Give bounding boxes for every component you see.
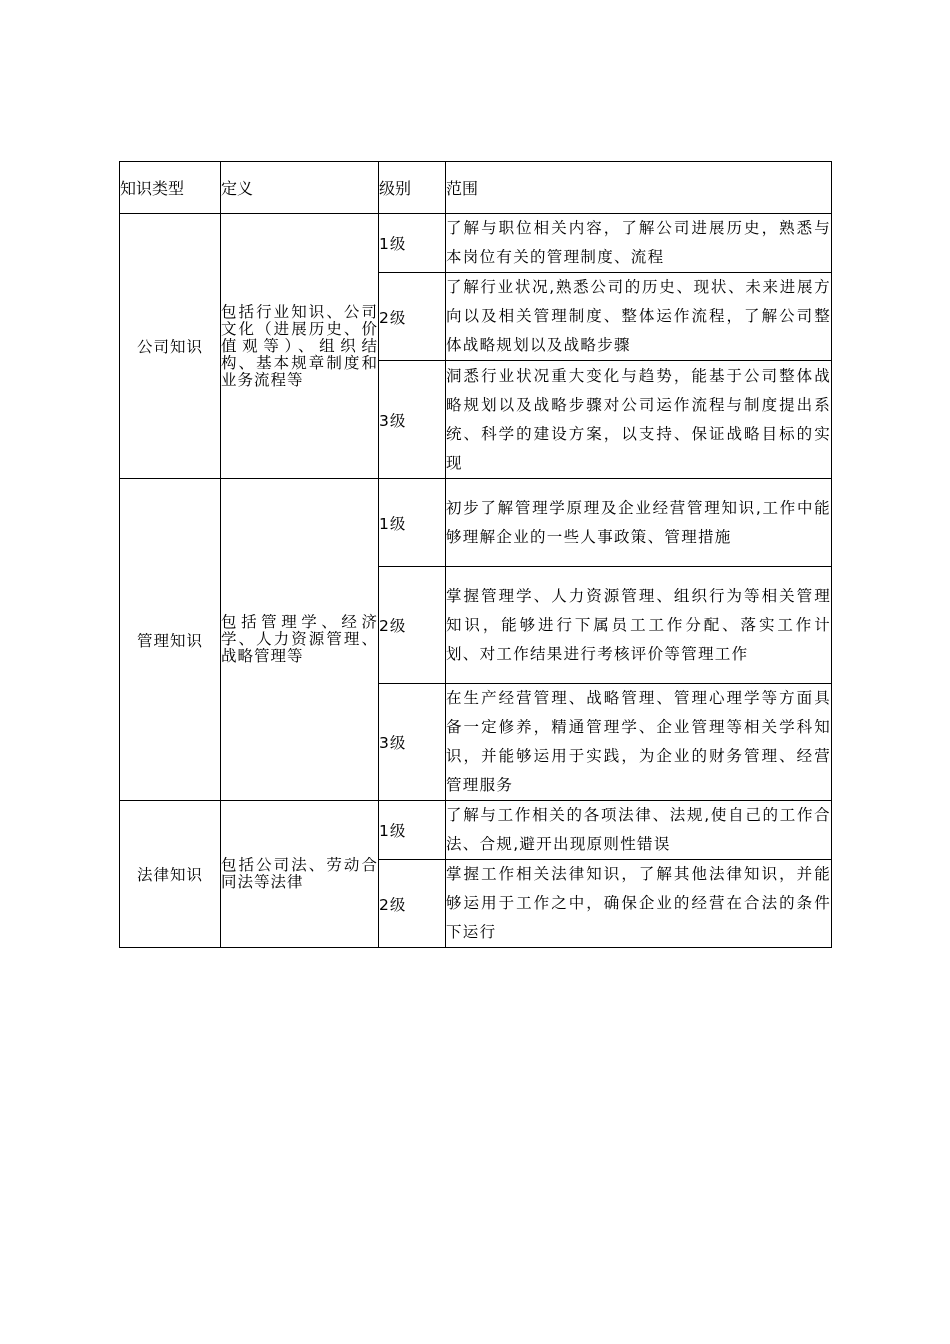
scope-cell: 掌握工作相关法律知识，了解其他法律知识，并能够运用于工作之中，确保企业的经营在合法的条件下运行 (446, 860, 832, 948)
knowledge-type-cell: 公司知识 (120, 214, 221, 479)
table-row (120, 479, 832, 567)
definition-cell: 包括管理学、经济学、人力资源管理、战略管理等 (221, 479, 379, 801)
table-header-row (120, 162, 832, 214)
level-cell: 1级 (379, 479, 446, 567)
level-cell: 2级 (379, 273, 446, 361)
scope-cell: 了解行业状况,熟悉公司的历史、现状、未来进展方向以及相关管理制度、整体运作流程，了解公司整体战略规划以及战略步骤 (446, 273, 832, 361)
header-level: 级别 (379, 162, 446, 214)
level-cell: 2级 (379, 860, 446, 948)
scope-cell: 洞悉行业状况重大变化与趋势，能基于公司整体战略规划以及战略步骤对公司运作流程与制度提出系统、科学的建设方案，以支持、保证战略目标的实现 (446, 361, 832, 479)
definition-cell: 包括行业知识、公司文化（进展历史、价值观等）、组织结构、基本规章制度和业务流程等 (221, 214, 379, 479)
definition-cell: 包括公司法、劳动合同法等法律 (221, 801, 379, 948)
header-definition: 定义 (221, 162, 379, 214)
scope-cell: 初步了解管理学原理及企业经营管理知识,工作中能够理解企业的一些人事政策、管理措施 (446, 479, 832, 567)
knowledge-level-table (119, 161, 832, 948)
level-cell: 2级 (379, 567, 446, 684)
table-row (120, 801, 832, 860)
knowledge-type-cell: 法律知识 (120, 801, 221, 948)
table-row (120, 214, 832, 273)
scope-cell: 在生产经营管理、战略管理、管理心理学等方面具备一定修养，精通管理学、企业管理等相关学科知识，并能够运用于实践，为企业的财务管理、经营管理服务 (446, 684, 832, 801)
level-cell: 1级 (379, 801, 446, 860)
scope-cell: 掌握管理学、人力资源管理、组织行为等相关管理知识，能够进行下属员工工作分配、落实工作计划、对工作结果进行考核评价等管理工作 (446, 567, 832, 684)
knowledge-type-cell: 管理知识 (120, 479, 221, 801)
level-cell: 3级 (379, 361, 446, 479)
level-cell: 3级 (379, 684, 446, 801)
level-cell: 1级 (379, 214, 446, 273)
header-knowledge-type: 知识类型 (120, 162, 221, 214)
scope-cell: 了解与职位相关内容，了解公司进展历史，熟悉与本岗位有关的管理制度、流程 (446, 214, 832, 273)
scope-cell: 了解与工作相关的各项法律、法规,使自己的工作合法、合规,避开出现原则性错误 (446, 801, 832, 860)
header-scope: 范围 (446, 162, 832, 214)
